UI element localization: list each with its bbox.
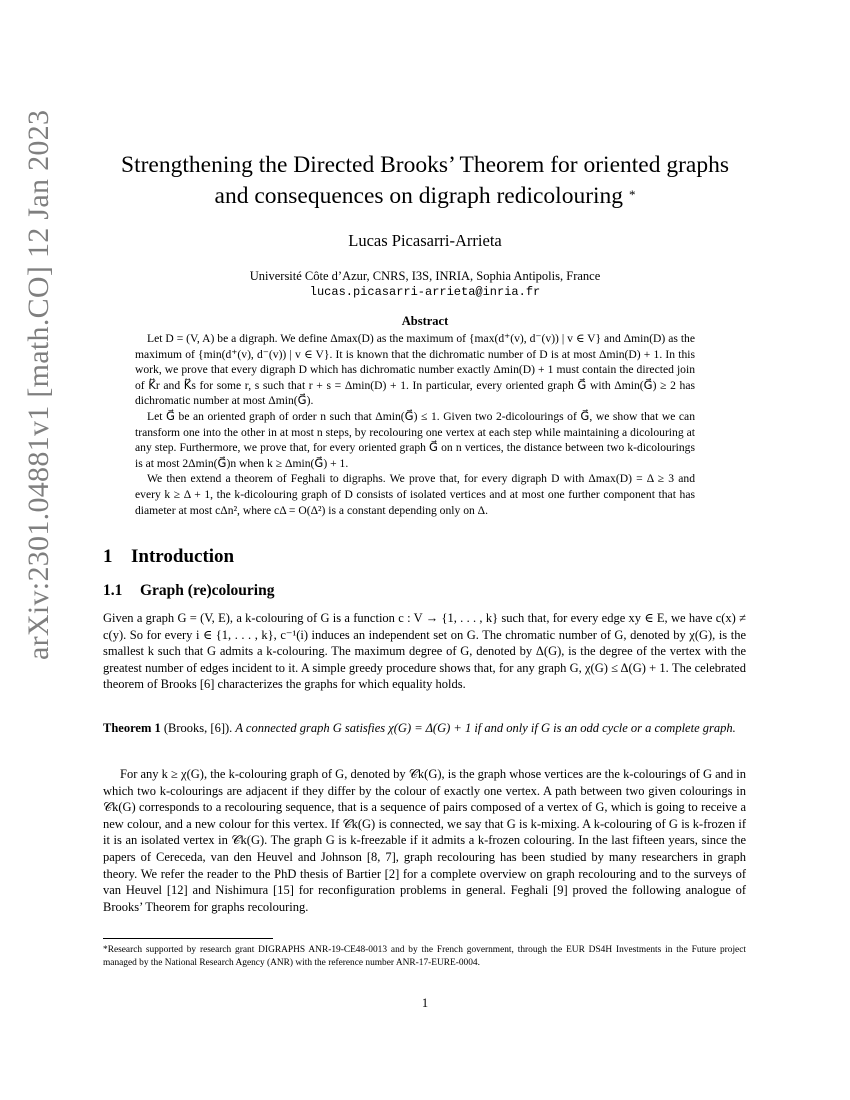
footnote: *Research supported by research grant DIGRAPHS ANR-19-CE48-0013 and by the French government, through the EUR DS4H Investments in the Future project managed by the National Research Agency (ANR) with the reference number ANR-17-EURE-0004. xyxy=(103,945,746,968)
paper-title xyxy=(80,150,770,212)
author-affiliation-block xyxy=(80,268,770,300)
title-line-1: Strengthening the Directed Brooks’ Theorem for oriented graphs xyxy=(121,152,729,178)
subsection-heading-graph-recolouring xyxy=(103,582,274,600)
abstract-paragraph: We then extend a theorem of Feghali to digraphs. We prove that, for every digraph D with Δmax(D) = Δ ≥ 3 and every k ≥ Δ + 1, the k-dicolouring graph of D consists of isolated vertices and at most one further component that has diameter at most cΔn², where cΔ = O(Δ²) is a constant depending only on Δ. xyxy=(135,472,695,517)
intro-paragraph xyxy=(103,610,746,693)
author-email[interactable]: lucas.picasarri-arrieta@inria.fr xyxy=(309,285,541,299)
theorem-statement: A connected graph G satisfies χ(G) = Δ(G) + 1 if and only if G is an odd cycle or a complete graph. xyxy=(235,721,736,735)
body-text: Given a graph G = (V, E), a k-colouring of G is a function c : V → {1, . . . , k} such that, for every edge xy ∈ E, we have c(x) ≠ c(y). So for every i ∈ {1, . . . , k}, c⁻¹(i) induces an independent set on G. The chromatic number of G, denoted by χ(G), is the smallest k such that G admits a k-colouring. The maximum degree of G, denoted by Δ(G), is the degree of the vertex with the greatest number of edges incident to it. A simple greedy procedure shows that, for any graph G, χ(G) ≤ Δ(G) + 1. The celebrated theorem of Brooks [6] characterizes the graphs for which equality holds. xyxy=(103,611,746,692)
section-title: Introduction xyxy=(131,546,235,567)
recolouring-paragraph xyxy=(103,766,746,915)
theorem-block xyxy=(103,720,746,737)
theorem-citation: (Brooks, [6]). xyxy=(163,721,233,735)
author-name: Lucas Picasarri-Arrieta xyxy=(348,231,502,250)
theorem-label: Theorem 1 xyxy=(103,721,161,735)
affiliation: Université Côte d’Azur, CNRS, I3S, INRIA, Sophia Antipolis, France xyxy=(249,269,601,283)
abstract-heading: Abstract xyxy=(401,314,449,328)
title-footnote-mark: * xyxy=(628,187,636,202)
title-line-2: and consequences on digraph redicolouring xyxy=(214,183,624,209)
subsection-title: Graph (re)colouring xyxy=(140,582,275,599)
body-text: For any k ≥ χ(G), the k-colouring graph of G, denoted by 𝒞k(G), is the graph whose vertices are the k-colourings of G and in which two k-colourings are adjacent if they differ by the colour of exactly one vertex. A path between two given colourings in 𝒞k(G) corresponds to a recolouring sequence, that is a sequence of pairs composed of a vertex of G, which is going to receive a new colour, and a new colour for this vertex. If 𝒞k(G) is connected, we say that G is k-mixing. A k-colouring of G is k-frozen if it is an isolated vertex in 𝒞k(G). The graph G is k-freezable if it admits a k-frozen colouring. In the last fifteen years, since the papers of Cereceda, van den Heuvel and Johnson [8, 7], graph recolouring has been studied by many researchers in graph theory. We refer the reader to the PhD thesis of Bartier [2] for a complete overview on graph recolouring and to the surveys of van Heuvel [12] and Nishimura [15] for reconfiguration problems in general. Feghali [9] proved the following analogue of Brooks’ Theorem for graphs recolouring. xyxy=(103,767,746,914)
section-number: 1 xyxy=(103,546,113,567)
subsection-number: 1.1 xyxy=(103,582,123,599)
section-heading-introduction xyxy=(103,546,234,568)
abstract-body xyxy=(135,331,695,518)
theorem-1 xyxy=(103,720,746,737)
footnote-rule xyxy=(103,938,273,939)
page-number: 1 xyxy=(421,996,429,1010)
abstract-paragraph: Let D = (V, A) be a digraph. We define Δmax(D) as the maximum of {max(d⁺(v), d⁻(v)) | v ∈ V} and Δmin(D) as the maximum of {min(d⁺(v), d⁻(v)) | v ∈ V}. It is known that the dichromatic number of D is at most Δmin(D) + 1. In this work, we prove that every digraph D which has dichromatic number exactly Δmin(D) + 1 must contain the directed join of K⃡r and K⃡s for some r, s such that r + s = Δmin(D) + 1. In particular, every oriented graph G⃗ with Δmin(G⃗) ≥ 2 has dichromatic number at most Δmin(G⃗). xyxy=(135,332,695,408)
abstract-paragraph: Let G⃗ be an oriented graph of order n such that Δmin(G⃗) ≤ 1. Given two 2-dicolourings of G⃗, we show that we can transform one into the other in at most n steps, by recolouring one vertex at each step while maintaining a dicolouring at any step. Furthermore, we prove that, for every oriented graph G⃗ on n vertices, the distance between two k-dicolourings is at most 2Δmin(G⃗)n when k ≥ Δmin(G⃗) + 1. xyxy=(135,409,695,470)
arxiv-identifier: arXiv:2301.04881v1 [math.CO] 12 Jan 2023 xyxy=(22,109,55,660)
